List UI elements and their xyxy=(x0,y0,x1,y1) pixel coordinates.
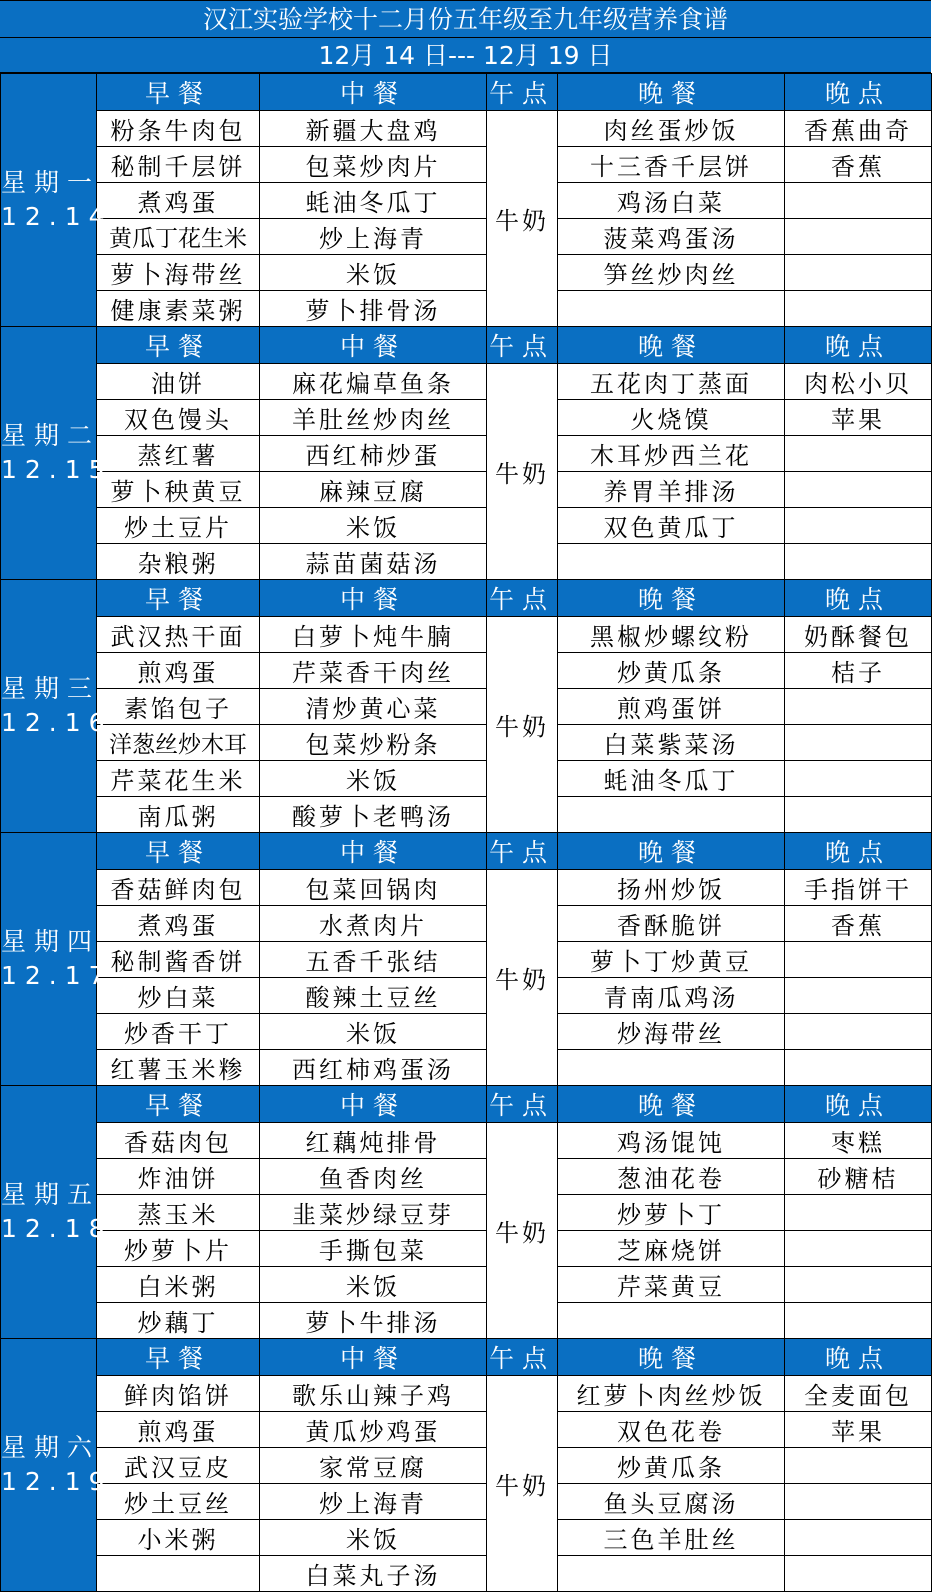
dinner-item: 炒黄瓜条 xyxy=(558,653,785,689)
header-evening-snack: 晚点 xyxy=(785,327,932,364)
breakfast-item: 香菇肉包 xyxy=(97,1123,260,1159)
header-evening-snack: 晚点 xyxy=(785,74,932,111)
evening-snack-item xyxy=(785,183,932,219)
menu-row xyxy=(1,147,932,183)
evening-snack-item xyxy=(785,472,932,508)
date: 12.16 xyxy=(1,708,113,737)
date: 12.14 xyxy=(1,202,113,231)
header-noon-snack: 午点 xyxy=(487,1086,558,1123)
menu-row xyxy=(1,1303,932,1339)
dinner-item: 鸡汤白菜 xyxy=(558,183,785,219)
dinner-item: 扬州炒饭 xyxy=(558,870,785,906)
lunch-item: 炒上海青 xyxy=(260,219,487,255)
menu-row xyxy=(1,870,932,906)
breakfast-item: 健康素菜粥 xyxy=(97,291,260,327)
breakfast-item: 黄瓜丁花生米 xyxy=(97,219,260,255)
dinner-item: 十三香千层饼 xyxy=(558,147,785,183)
header-noon-snack: 午点 xyxy=(487,74,558,111)
day-header-row xyxy=(1,833,932,870)
lunch-item: 黄瓜炒鸡蛋 xyxy=(260,1412,487,1448)
weekday: 星期一 xyxy=(1,168,101,197)
menu-row xyxy=(1,111,932,147)
breakfast-item: 武汉豆皮 xyxy=(97,1448,260,1484)
evening-snack-item xyxy=(785,219,932,255)
evening-snack-item: 苹果 xyxy=(785,400,932,436)
breakfast-item: 秘制千层饼 xyxy=(97,147,260,183)
menu-table xyxy=(0,73,932,1592)
dinner-item xyxy=(558,291,785,327)
noon-snack-item: 牛奶 xyxy=(487,111,558,327)
breakfast-item: 萝卜秧黄豆 xyxy=(97,472,260,508)
evening-snack-item xyxy=(785,1303,932,1339)
dinner-item: 黑椒炒螺纹粉 xyxy=(558,617,785,653)
menu-row xyxy=(1,291,932,327)
breakfast-item: 秘制酱香饼 xyxy=(97,942,260,978)
menu-row xyxy=(1,255,932,291)
evening-snack-item xyxy=(785,1448,932,1484)
breakfast-item: 炒土豆丝 xyxy=(97,1484,260,1520)
evening-snack-item xyxy=(785,1231,932,1267)
evening-snack-item xyxy=(785,978,932,1014)
evening-snack-item: 香蕉 xyxy=(785,906,932,942)
evening-snack-item: 奶酥餐包 xyxy=(785,617,932,653)
header-evening-snack: 晚点 xyxy=(785,833,932,870)
dinner-item: 炒黄瓜条 xyxy=(558,1448,785,1484)
weekday: 星期六 xyxy=(1,1433,101,1462)
day-label xyxy=(1,327,113,580)
header-noon-snack: 午点 xyxy=(487,833,558,870)
lunch-item: 酸萝卜老鸭汤 xyxy=(260,797,487,833)
dinner-item: 三色羊肚丝 xyxy=(558,1520,785,1556)
lunch-item: 酸辣土豆丝 xyxy=(260,978,487,1014)
evening-snack-item: 全麦面包 xyxy=(785,1376,932,1412)
lunch-item: 羊肚丝炒肉丝 xyxy=(260,400,487,436)
dinner-item xyxy=(558,1303,785,1339)
noon-snack-item: 牛奶 xyxy=(487,1123,558,1339)
lunch-item: 麻辣豆腐 xyxy=(260,472,487,508)
evening-snack-item: 砂糖桔 xyxy=(785,1159,932,1195)
header-evening-snack: 晚点 xyxy=(785,1339,932,1376)
dinner-item: 萝卜丁炒黄豆 xyxy=(558,942,785,978)
menu-row xyxy=(1,942,932,978)
evening-snack-item xyxy=(785,291,932,327)
lunch-item: 萝卜牛排汤 xyxy=(260,1303,487,1339)
menu-row xyxy=(1,1484,932,1520)
breakfast-item: 蒸玉米 xyxy=(97,1195,260,1231)
menu-row xyxy=(1,1231,932,1267)
dinner-item: 双色黄瓜丁 xyxy=(558,508,785,544)
menu-row xyxy=(1,472,932,508)
header-noon-snack: 午点 xyxy=(487,580,558,617)
breakfast-item: 素馅包子 xyxy=(97,689,260,725)
day-header-row xyxy=(1,1086,932,1123)
lunch-item: 西红柿鸡蛋汤 xyxy=(260,1050,487,1086)
weekday: 星期三 xyxy=(1,674,101,703)
menu-row xyxy=(1,1376,932,1412)
menu-row xyxy=(1,725,932,761)
noon-snack-item: 牛奶 xyxy=(487,617,558,833)
lunch-item: 鱼香肉丝 xyxy=(260,1159,487,1195)
lunch-item: 米饭 xyxy=(260,1014,487,1050)
header-lunch: 中餐 xyxy=(260,580,487,617)
menu-row xyxy=(1,1412,932,1448)
breakfast-item: 炒白菜 xyxy=(97,978,260,1014)
dinner-item: 鸡汤馄饨 xyxy=(558,1123,785,1159)
evening-snack-item xyxy=(785,761,932,797)
header-dinner: 晚餐 xyxy=(558,74,785,111)
lunch-item: 清炒黄心菜 xyxy=(260,689,487,725)
menu-row xyxy=(1,1520,932,1556)
lunch-item: 歌乐山辣子鸡 xyxy=(260,1376,487,1412)
header-dinner: 晚餐 xyxy=(558,1086,785,1123)
date: 12.18 xyxy=(1,1214,113,1243)
noon-snack-item: 牛奶 xyxy=(487,364,558,580)
dinner-item: 木耳炒西兰花 xyxy=(558,436,785,472)
header-noon-snack: 午点 xyxy=(487,327,558,364)
menu-row xyxy=(1,436,932,472)
breakfast-item: 红薯玉米糁 xyxy=(97,1050,260,1086)
dinner-item: 火烧馍 xyxy=(558,400,785,436)
lunch-item: 五香千张结 xyxy=(260,942,487,978)
weekday: 星期五 xyxy=(1,1180,101,1209)
evening-snack-item xyxy=(785,1267,932,1303)
dinner-item: 笋丝炒肉丝 xyxy=(558,255,785,291)
dinner-item: 芝麻烧饼 xyxy=(558,1231,785,1267)
breakfast-item: 萝卜海带丝 xyxy=(97,255,260,291)
dinner-item: 菠菜鸡蛋汤 xyxy=(558,219,785,255)
evening-snack-item: 桔子 xyxy=(785,653,932,689)
lunch-item: 白萝卜炖牛腩 xyxy=(260,617,487,653)
breakfast-item: 白米粥 xyxy=(97,1267,260,1303)
evening-snack-item xyxy=(785,1195,932,1231)
dinner-item: 白菜紫菜汤 xyxy=(558,725,785,761)
menu-row xyxy=(1,906,932,942)
dinner-item: 青南瓜鸡汤 xyxy=(558,978,785,1014)
header-evening-snack: 晚点 xyxy=(785,580,932,617)
evening-snack-item xyxy=(785,725,932,761)
lunch-item: 萝卜排骨汤 xyxy=(260,291,487,327)
lunch-item: 韭菜炒绿豆芽 xyxy=(260,1195,487,1231)
breakfast-item: 炒土豆片 xyxy=(97,508,260,544)
dinner-item: 养胃羊排汤 xyxy=(558,472,785,508)
header-noon-snack: 午点 xyxy=(487,1339,558,1376)
menu-row xyxy=(1,1014,932,1050)
lunch-item: 红藕炖排骨 xyxy=(260,1123,487,1159)
dinner-item xyxy=(558,797,785,833)
day-label xyxy=(1,580,113,833)
day-header-row xyxy=(1,327,932,364)
menu-row xyxy=(1,508,932,544)
page-title: 汉江实验学校十二月份五年级至九年级营养食谱 xyxy=(0,0,931,38)
breakfast-item: 粉条牛肉包 xyxy=(97,111,260,147)
breakfast-item: 炒藕丁 xyxy=(97,1303,260,1339)
evening-snack-item xyxy=(785,1520,932,1556)
date: 12.15 xyxy=(1,455,113,484)
day-header-row xyxy=(1,1339,932,1376)
lunch-item: 米饭 xyxy=(260,508,487,544)
lunch-item: 米饭 xyxy=(260,255,487,291)
menu-row xyxy=(1,761,932,797)
evening-snack-item xyxy=(785,508,932,544)
weekday: 星期四 xyxy=(1,927,101,956)
dinner-item: 芹菜黄豆 xyxy=(558,1267,785,1303)
date: 12.19 xyxy=(1,1467,113,1496)
header-lunch: 中餐 xyxy=(260,327,487,364)
header-breakfast: 早餐 xyxy=(97,1339,260,1376)
dinner-item: 鱼头豆腐汤 xyxy=(558,1484,785,1520)
lunch-item: 麻花煸草鱼条 xyxy=(260,364,487,400)
menu-row xyxy=(1,400,932,436)
dinner-item xyxy=(558,1556,785,1592)
lunch-item: 蒜苗菌菇汤 xyxy=(260,544,487,580)
menu-row xyxy=(1,544,932,580)
lunch-item: 米饭 xyxy=(260,761,487,797)
evening-snack-item xyxy=(785,255,932,291)
header-evening-snack: 晚点 xyxy=(785,1086,932,1123)
header-dinner: 晚餐 xyxy=(558,833,785,870)
day-label xyxy=(1,74,113,327)
menu-row xyxy=(1,1448,932,1484)
menu-row xyxy=(1,1195,932,1231)
lunch-item: 炒上海青 xyxy=(260,1484,487,1520)
header-breakfast: 早餐 xyxy=(97,1086,260,1123)
breakfast-item: 芹菜花生米 xyxy=(97,761,260,797)
menu-row xyxy=(1,183,932,219)
lunch-item: 米饭 xyxy=(260,1520,487,1556)
evening-snack-item xyxy=(785,797,932,833)
breakfast-item: 小米粥 xyxy=(97,1520,260,1556)
menu-row xyxy=(1,617,932,653)
breakfast-item: 煎鸡蛋 xyxy=(97,653,260,689)
evening-snack-item: 苹果 xyxy=(785,1412,932,1448)
lunch-item: 包菜炒肉片 xyxy=(260,147,487,183)
dinner-item: 红萝卜肉丝炒饭 xyxy=(558,1376,785,1412)
evening-snack-item: 肉松小贝 xyxy=(785,364,932,400)
lunch-item: 芹菜香干肉丝 xyxy=(260,653,487,689)
dinner-item: 五花肉丁蒸面 xyxy=(558,364,785,400)
header-lunch: 中餐 xyxy=(260,833,487,870)
menu-row xyxy=(1,653,932,689)
noon-snack-item: 牛奶 xyxy=(487,1376,558,1592)
evening-snack-item xyxy=(785,1050,932,1086)
lunch-item: 米饭 xyxy=(260,1267,487,1303)
menu-row xyxy=(1,797,932,833)
header-dinner: 晚餐 xyxy=(558,580,785,617)
evening-snack-item xyxy=(785,689,932,725)
lunch-item: 水煮肉片 xyxy=(260,906,487,942)
header-breakfast: 早餐 xyxy=(97,580,260,617)
lunch-item: 白菜丸子汤 xyxy=(260,1556,487,1592)
menu-row xyxy=(1,219,932,255)
breakfast-item: 鲜肉馅饼 xyxy=(97,1376,260,1412)
dinner-item xyxy=(558,1050,785,1086)
evening-snack-item: 香蕉 xyxy=(785,147,932,183)
dinner-item: 蚝油冬瓜丁 xyxy=(558,761,785,797)
menu-row xyxy=(1,1159,932,1195)
breakfast-item: 杂粮粥 xyxy=(97,544,260,580)
day-label xyxy=(1,1086,113,1339)
breakfast-item: 煮鸡蛋 xyxy=(97,906,260,942)
lunch-item: 蚝油冬瓜丁 xyxy=(260,183,487,219)
breakfast-item: 炒萝卜片 xyxy=(97,1231,260,1267)
dinner-item: 香酥脆饼 xyxy=(558,906,785,942)
dinner-item: 双色花卷 xyxy=(558,1412,785,1448)
dinner-item xyxy=(558,544,785,580)
lunch-item: 西红柿炒蛋 xyxy=(260,436,487,472)
date: 12.17 xyxy=(1,961,113,990)
day-header-row xyxy=(1,74,932,111)
day-header-row xyxy=(1,580,932,617)
breakfast-item: 蒸红薯 xyxy=(97,436,260,472)
breakfast-item: 炒香干丁 xyxy=(97,1014,260,1050)
header-breakfast: 早餐 xyxy=(97,833,260,870)
dinner-item: 炒萝卜丁 xyxy=(558,1195,785,1231)
lunch-item: 包菜回锅肉 xyxy=(260,870,487,906)
header-breakfast: 早餐 xyxy=(97,74,260,111)
dinner-item: 葱油花卷 xyxy=(558,1159,785,1195)
menu-row xyxy=(1,1123,932,1159)
header-lunch: 中餐 xyxy=(260,1086,487,1123)
breakfast-item xyxy=(97,1556,260,1592)
lunch-item: 家常豆腐 xyxy=(260,1448,487,1484)
dinner-item: 炒海带丝 xyxy=(558,1014,785,1050)
menu-row xyxy=(1,978,932,1014)
header-breakfast: 早餐 xyxy=(97,327,260,364)
breakfast-item: 香菇鲜肉包 xyxy=(97,870,260,906)
evening-snack-item xyxy=(785,942,932,978)
breakfast-item: 武汉热干面 xyxy=(97,617,260,653)
breakfast-item: 南瓜粥 xyxy=(97,797,260,833)
header-dinner: 晚餐 xyxy=(558,327,785,364)
header-lunch: 中餐 xyxy=(260,1339,487,1376)
evening-snack-item xyxy=(785,1484,932,1520)
breakfast-item: 双色馒头 xyxy=(97,400,260,436)
noon-snack-item: 牛奶 xyxy=(487,870,558,1086)
header-dinner: 晚餐 xyxy=(558,1339,785,1376)
evening-snack-item: 枣糕 xyxy=(785,1123,932,1159)
breakfast-item: 油饼 xyxy=(97,364,260,400)
breakfast-item: 煮鸡蛋 xyxy=(97,183,260,219)
lunch-item: 手撕包菜 xyxy=(260,1231,487,1267)
lunch-item: 新疆大盘鸡 xyxy=(260,111,487,147)
date-range: 12月 14 日--- 12月 19 日 xyxy=(0,38,931,73)
menu-row xyxy=(1,1556,932,1592)
lunch-item: 包菜炒粉条 xyxy=(260,725,487,761)
evening-snack-item xyxy=(785,436,932,472)
dinner-item: 肉丝蛋炒饭 xyxy=(558,111,785,147)
weekday: 星期二 xyxy=(1,421,101,450)
menu-row xyxy=(1,1267,932,1303)
day-label xyxy=(1,833,113,1086)
header-lunch: 中餐 xyxy=(260,74,487,111)
evening-snack-item: 手指饼干 xyxy=(785,870,932,906)
evening-snack-item xyxy=(785,1014,932,1050)
breakfast-item: 煎鸡蛋 xyxy=(97,1412,260,1448)
evening-snack-item xyxy=(785,544,932,580)
day-label xyxy=(1,1339,113,1592)
menu-row xyxy=(1,689,932,725)
breakfast-item: 炸油饼 xyxy=(97,1159,260,1195)
breakfast-item: 洋葱丝炒木耳 xyxy=(97,725,260,761)
evening-snack-item: 香蕉曲奇 xyxy=(785,111,932,147)
menu-row xyxy=(1,364,932,400)
evening-snack-item xyxy=(785,1556,932,1592)
dinner-item: 煎鸡蛋饼 xyxy=(558,689,785,725)
menu-row xyxy=(1,1050,932,1086)
